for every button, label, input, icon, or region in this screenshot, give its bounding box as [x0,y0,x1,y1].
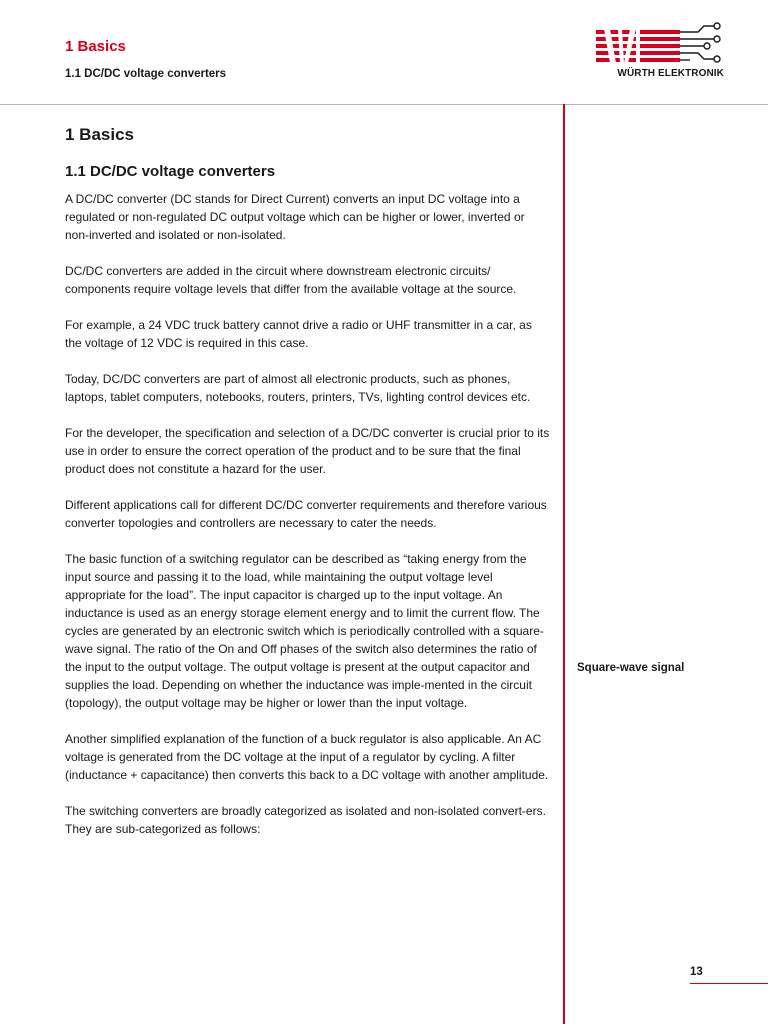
paragraph: Different applications call for different DC/DC converter requirements and therefore various converter topologies and controllers are necessary to cater the needs. [65,498,547,530]
margin-divider [563,104,565,1024]
main-content [65,124,550,838]
we-logo-mark [594,22,728,68]
paragraph: The switching converters are broadly categorized as isolated and non-isolated convert-ers. They are sub-categorized as follows: [65,804,546,836]
logo-wordmark: WÜRTH ELEKTRONIK [617,68,724,79]
paragraph: DC/DC converters are added in the circuit where downstream electronic circuits/ components require voltage levels that differ from the available voltage at the source. [65,264,517,296]
paragraph: Another simplified explanation of the function of a buck regulator is also applicable. An AC voltage is generated from the DC voltage at the input of a regulator by cycling. A filter (inductance + capacitance) then converts this back to a DC voltage with another amplitude. [65,732,549,782]
section-title: 1.1 DC/DC voltage converters [65,163,276,180]
paragraph: A DC/DC converter (DC stands for Direct Current) converts an input DC voltage into a regulated or non-regulated DC output voltage which can be higher or lower, inverted or non-inverted and isolated or non-isolated. [65,192,525,242]
header-divider [0,104,768,105]
paragraph: For the developer, the specification and selection of a DC/DC converter is crucial prior to its use in order to ensure the correct operation of the product and to be sure that the final product does not constitute a hazard for the user. [65,426,550,476]
chapter-title: 1 Basics [65,125,134,144]
running-header-section: 1.1 DC/DC voltage converters [65,68,227,80]
paragraph: The basic function of a switching regulator can be described as “taking energy from the input source and passing it to the load, while maintaining the output voltage level appropriate for the load”. The input capacitor is charged up to the input voltage. An inductance is used as an energy storage element energy and to limit the current flow. The cycles are generated by an electronic switch which is periodically controlled with a square-wave signal. The ratio of the On and Off phases of the switch also determines the ratio of the input to the output voltage. The output voltage is present at the output capacitor and supplies the load. Depending on whether the inductance was imple-mented in the circuit (topology), the output voltage may be higher or lower than the input voltage. [65,552,544,710]
page-number-rule [690,983,768,984]
running-header-chapter: 1 Basics [65,38,126,55]
paragraph: Today, DC/DC converters are part of almost all electronic products, such as phones, laptops, tablet computers, notebooks, routers, printers, TVs, lighting control devices etc. [65,372,531,404]
paragraph: For example, a 24 VDC truck battery cannot drive a radio or UHF transmitter in a car, as the voltage of 12 VDC is required in this case. [65,318,532,350]
wurth-elektronik-logo [594,22,728,82]
page-number: 13 [690,966,703,978]
margin-note: Square-wave signal [577,662,685,674]
